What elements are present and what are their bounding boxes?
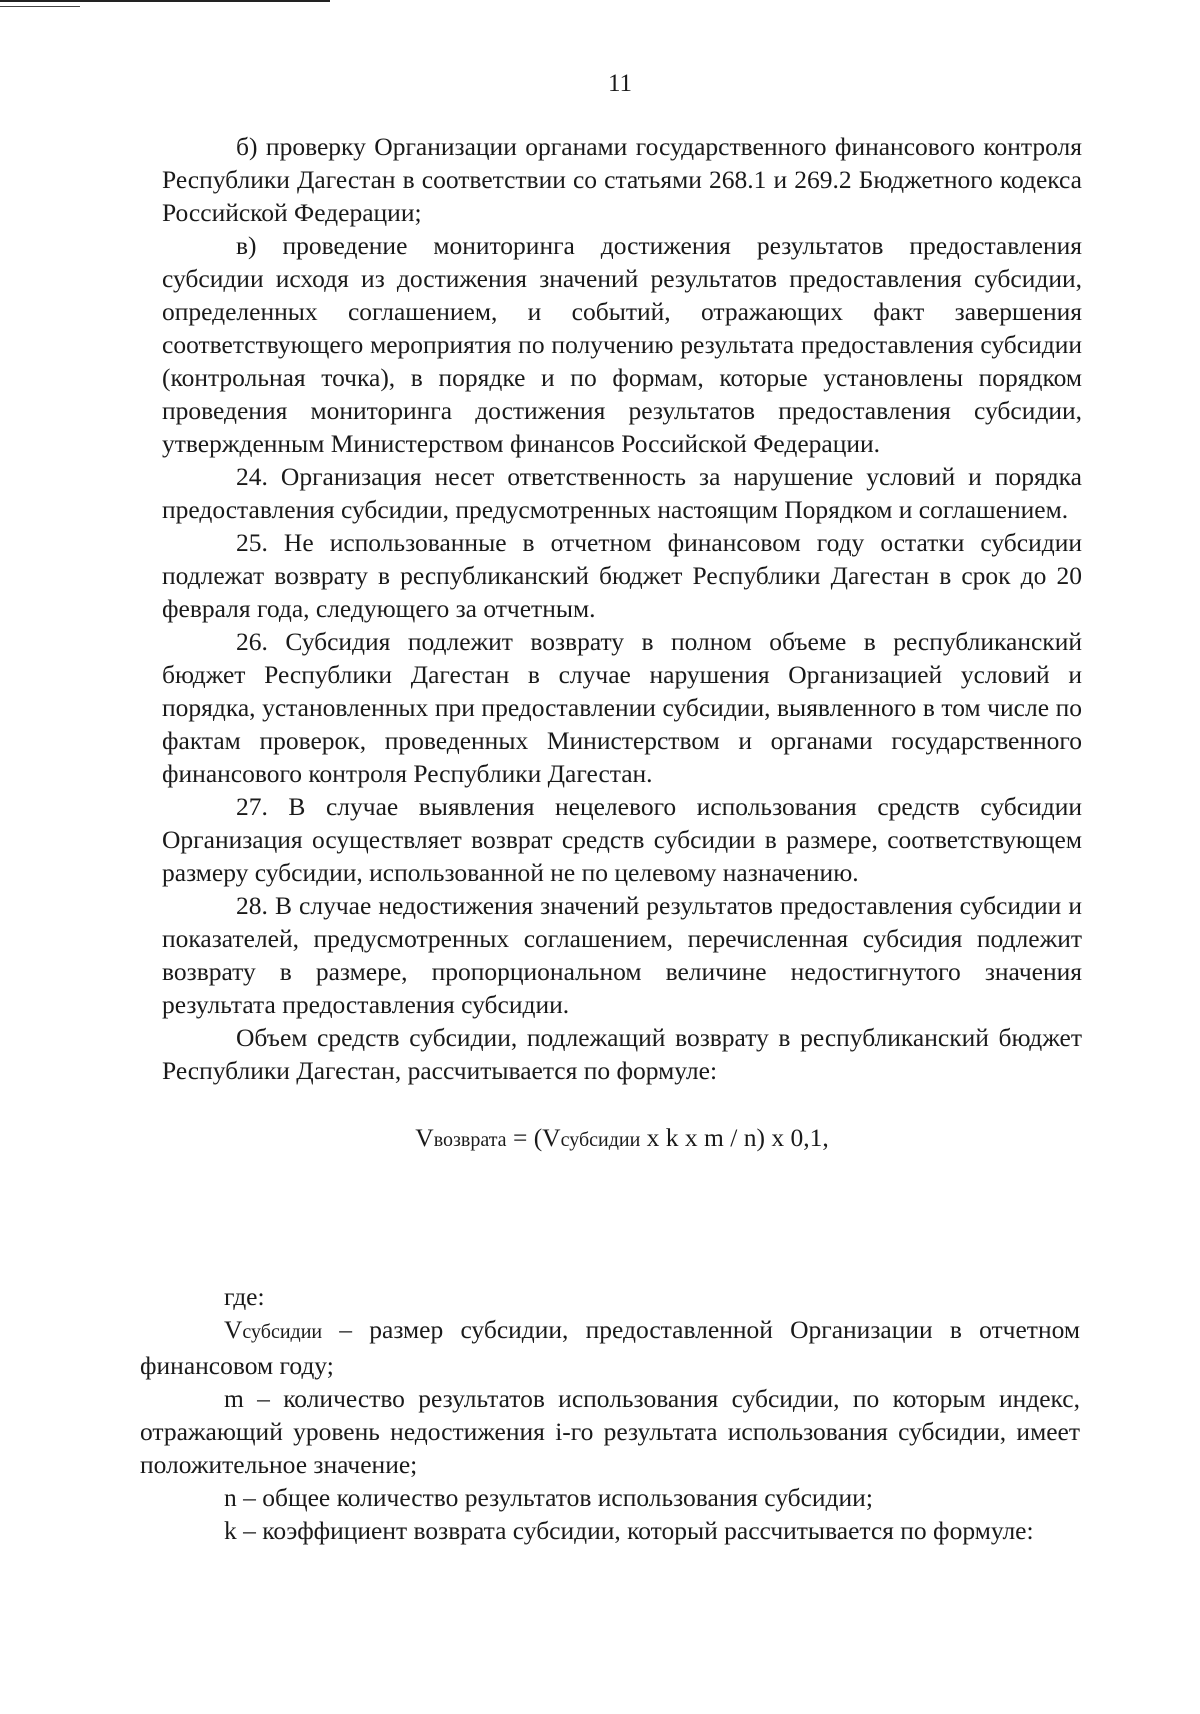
paragraph-28: 28. В случае недостижения значений результатов предоставления субсидии и показателей, предусмотренных соглашением, перечисленная субсидия подлежит возврату в размере, пропорциональном величине недостигнутого значения результата предоставления субсидии. (162, 891, 1082, 1019)
scan-edge-line (0, 0, 330, 2)
page-number: 11 (607, 70, 633, 97)
scan-edge-line (0, 6, 80, 7)
paragraph-27: 27. В случае выявления нецелевого использования средств субсидии Организация осуществляет возврат средств субсидии в размере, соответствующем размеру субсидии, использованной не по целевому назначению. (162, 792, 1082, 887)
vsub-text: – размер субсидии, предоставленной Организации в отчетном финансовом году; (140, 1315, 1080, 1380)
paragraph-24: 24. Организация несет ответственность за нарушение условий и порядка предоставления субсидии, предусмотренных настоящим Порядком и соглашением. (162, 462, 1082, 524)
definition-m: m – количество результатов использования субсидии, по которым индекс, отражающий уровень недостижения i-го результата использования субсидии, имеет положительное значение; (140, 1384, 1080, 1479)
definitions-block (140, 1280, 1080, 1547)
definition-k: k – коэффициент возврата субсидии, который рассчитывается по формуле: (224, 1516, 1034, 1545)
formula-v-subscript: возврата (433, 1129, 507, 1151)
vsub-symbol: V (224, 1315, 243, 1344)
paragraph-26: 26. Субсидия подлежит возврату в полном объеме в республиканский бюджет Республики Дагестан в случае нарушения Организацией условий и порядка, установленных при предоставлении субсидии, выявленного в том числе по фактам проверок, проведенных Министерством и органами государственного финансового контроля Республики Дагестан. (162, 627, 1082, 788)
formula-middle: = (V (506, 1123, 561, 1152)
paragraph-b: б) проверку Организации органами государственного финансового контроля Республики Дагестан в соответствии со статьями 268.1 и 269.2 Бюджетного кодекса Российской Федерации; (162, 132, 1082, 227)
formula-vsub-subscript: субсидии (560, 1129, 641, 1151)
definition-vsubsidy (140, 1313, 1080, 1382)
formula-v-symbol: V (415, 1123, 434, 1152)
where-label: где: (224, 1282, 265, 1311)
paragraph-v: в) проведение мониторинга достижения результатов предоставления субсидии исходя из достижения значений результатов предоставления субсидии, определенных соглашением, и событий, отражающих факт завершения соответствующего мероприятия по получению результата предоставления субсидии (контрольная точка), в порядке и по формам, которые установлены порядком проведения мониторинга достижения результатов предоставления субсидии, утвержденным Министерством финансов Российской Федерации. (162, 231, 1082, 458)
paragraph-25: 25. Не использованные в отчетном финансовом году остатки субсидии подлежат возврату в республиканский бюджет Республики Дагестан в срок до 20 февраля года, следующего за отчетным. (162, 528, 1082, 623)
formula-tail: x k x m / n) x 0,1, (640, 1123, 829, 1152)
vsub-subscript: субсидии (242, 1321, 323, 1343)
paragraph-volume: Объем средств субсидии, подлежащий возврату в республиканский бюджет Республики Дагестан, рассчитывается по формуле: (162, 1023, 1082, 1085)
document-body (162, 130, 1082, 1195)
definition-n: n – общее количество результатов использования субсидии; (224, 1483, 873, 1512)
return-formula (162, 1121, 1082, 1157)
